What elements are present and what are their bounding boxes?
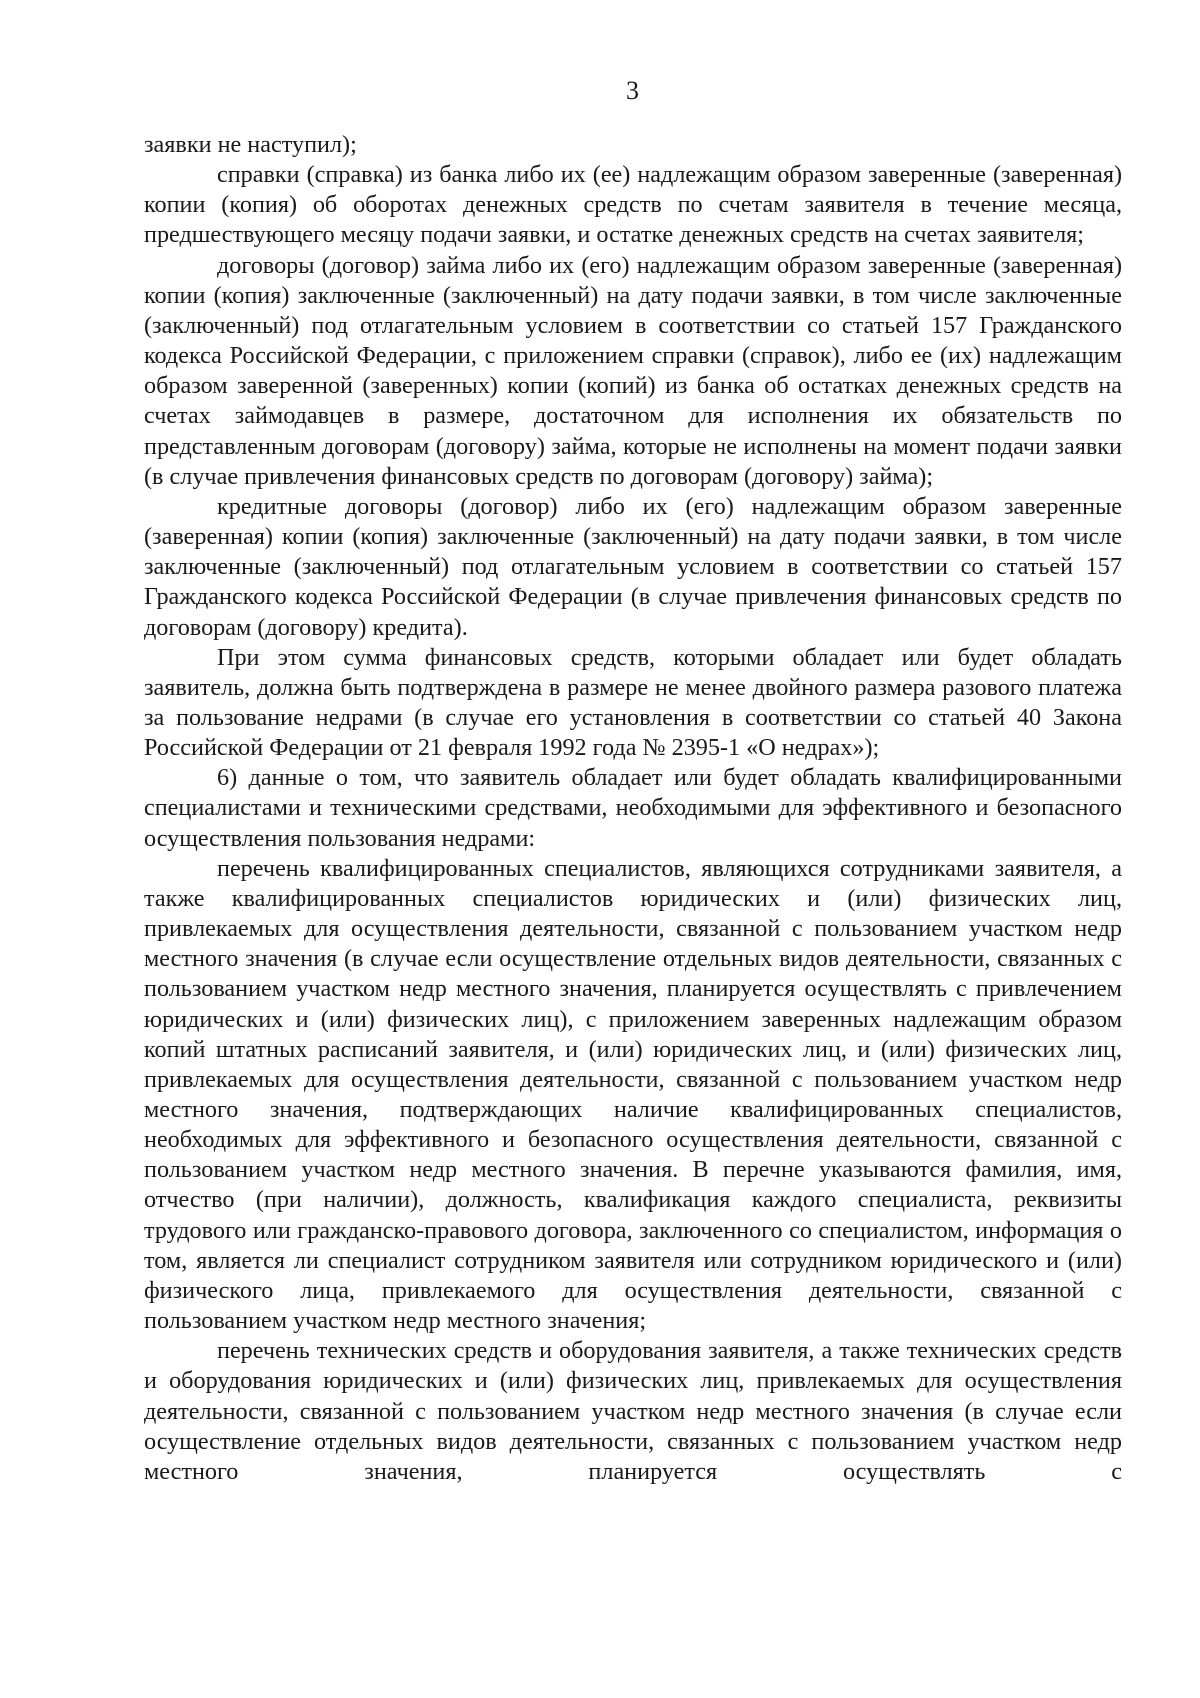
paragraph-specialists-list: перечень квалифицированных специалистов, являющихся сотрудниками заявителя, а также квалифицированных специалистов юридических и (или) физических лиц, привлекаемых для осуществления деятельности, связанной с пользованием участком недр местного значения (в случае если осуществление отдельных видов деятельности, связанных с пользованием участком недр местного значения, планируется осуществлять с привлечением юридических и (или) физических лиц), с приложением заверенных надлежащим образом копий штатных расписаний заявителя, и (или) юридических лиц, и (или) физических лиц, привлекаемых для осуществления деятельности, связанной с пользованием участком недр местного значения, подтверждающих наличие квалифицированных специалистов, необходимых для эффективного и безопасного осуществления деятельности, связанной с пользованием участком недр местного значения. В перечне указываются фамилия, имя, отчество (при наличии), должность, квалификация каждого специалиста, реквизиты трудового или гражданско-правового договора, заключенного со специалистом, информация о том, является ли специалист сотрудником заявителя или сотрудником юридического и (или) физического лица, привлекаемого для осуществления деятельности, связанной с пользованием участком недр местного значения;	[144, 854, 1122, 1335]
paragraph-loan-agreements: договоры (договор) займа либо их (его) надлежащим образом заверенные (заверенная) копии (копия) заключенные (заключенный) на дату подачи заявки, в том числе заключенные (заключенный) под отлагательным условием в соответствии со статьей 157 Гражданского кодекса Российской Федерации, с приложением справки (справок), либо ее (их) надлежащим образом заверенной (заверенных) копии (копий) из банка об остатках денежных средств на счетах займодавцев в размере, достаточном для исполнения их обязательств по представленным договорам (договору) займа, которые не исполнены на момент подачи заявки (в случае привлечения финансовых средств по договорам (договору) займа);	[144, 251, 1122, 490]
paragraph-continuation: заявки не наступил);	[144, 131, 357, 158]
paragraph-financial-amount: При этом сумма финансовых средств, которыми обладает или будет обладать заявитель, должна быть подтверждена в размере не менее двойного размера разового платежа за пользование недрами (в случае его установления в соответствии со статьей 40 Закона Российской Федерации от 21 февраля 1992 года № 2395-1 «О недрах»);	[144, 643, 1122, 762]
document-body	[144, 130, 1122, 1487]
page-number: 3	[626, 76, 639, 105]
paragraph-equipment-list: перечень технических средств и оборудования заявителя, а также технических средств и оборудования юридических и (или) физических лиц, привлекаемых для осуществления деятельности, связанной с пользованием участком недр местного значения (в случае если осуществление отдельных видов деятельности, связанных с пользованием участком недр местного значения, планируется осуществлять с	[144, 1337, 1122, 1485]
paragraph-bank-statements: справки (справка) из банка либо их (ее) надлежащим образом заверенные (заверенная) копии (копия) об оборотах денежных средств по счетам заявителя в течение месяца, предшествующего месяцу подачи заявки, и остатке денежных средств на счетах заявителя;	[144, 161, 1122, 249]
paragraph-credit-agreements: кредитные договоры (договор) либо их (его) надлежащим образом заверенные (заверенная) копии (копия) заключенные (заключенный) на дату подачи заявки, в том числе заключенные (заключенный) под отлагательным условием в соответствии со статьей 157 Гражданского кодекса Российской Федерации (в случае привлечения финансовых средств по договорам (договору) кредита).	[144, 492, 1122, 641]
paragraph-item-6: 6) данные о том, что заявитель обладает или будет обладать квалифицированными специалистами и техническими средствами, необходимыми для эффективного и безопасного осуществления пользования недрами:	[144, 764, 1122, 852]
